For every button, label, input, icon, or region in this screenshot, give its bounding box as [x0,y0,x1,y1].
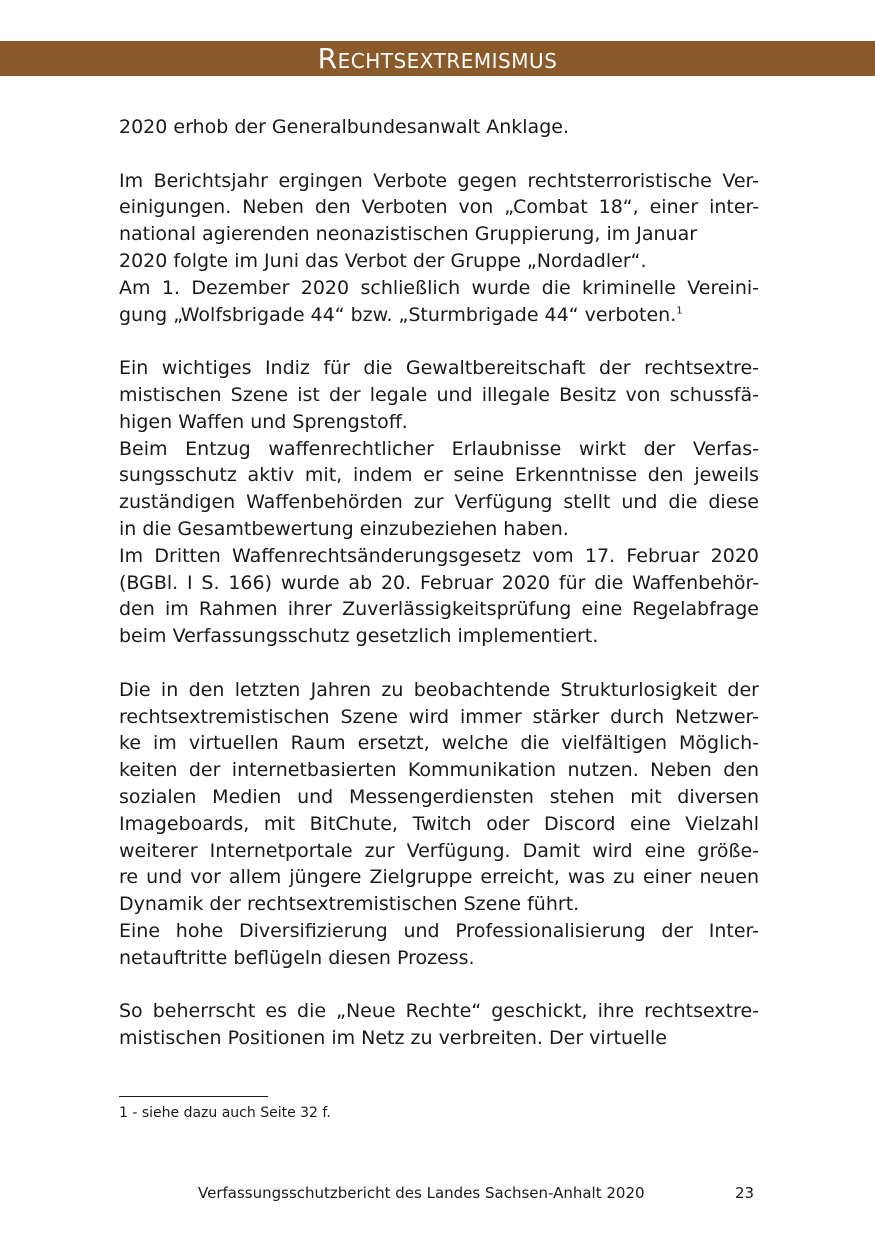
text-line: keiten der internetbasierten Kommunikation nutzen. Neben den [119,759,759,782]
text-line: higen Waffen und Sprengstoff. [119,410,408,433]
section-header-bar [0,41,875,76]
text-line: Die in den letzten Jahren zu beobachtende Strukturlosigkeit der [119,678,759,701]
paragraph [119,168,759,329]
text-line: netauftritte beflügeln diesen Prozess. [119,946,475,969]
text-line: mistischen Positionen im Netz zu verbreiten. Der virtuelle [119,1027,667,1050]
text-line: beim Verfassungsschutz gesetzlich implementiert. [119,625,599,648]
text-line: in die Gesamtbewertung einzubeziehen haben. [119,517,569,540]
paragraph [119,998,759,1052]
text-line-with-footnote [119,302,759,329]
text-line: Eine hohe Diversifizierung und Professionalisierung der Inter- [119,919,759,942]
body-text [119,114,759,1052]
paragraph [119,677,759,972]
text-line: Dynamik der rechtsextremistischen Szene führt. [119,893,580,916]
text-line: Am 1. Dezember 2020 schließlich wurde die kriminelle Vereini- [119,276,759,299]
text-line: mistischen Szene ist der legale und illegale Besitz von schussfä- [119,383,759,406]
text-line: den im Rahmen ihrer Zuverlässigkeitsprüfung eine Regelabfrage [119,598,759,621]
footer-publication-title: Verfassungsschutzbericht des Landes Sachsen-Anhalt 2020 [198,1184,645,1202]
text-line: ke im virtuellen Raum ersetzt, welche die vielfältigen Möglich- [119,732,759,755]
text-line: Im Dritten Waffenrechtsänderungsgesetz vom 17. Februar 2020 [119,544,759,567]
text-line: rechtsextremistischen Szene wird immer stärker durch Netzwer- [119,705,759,728]
text-line: (BGBl. I S. 166) wurde ab 20. Februar 2020 für die Waffenbehör- [119,571,759,594]
text-line: Imageboards, mit BitChute, Twitch oder Discord eine Vielzahl [119,812,759,835]
footnote: 1 - siehe dazu auch Seite 32 f. [119,1105,331,1121]
paragraph [119,355,759,650]
text-line: national agierenden neonazistischen Gruppierung, im Januar [119,223,698,246]
text-line: So beherrscht es die „Neue Rechte“ geschickt, ihre rechtsextre- [119,1000,759,1023]
footnote-divider [119,1096,268,1097]
footnote-reference[interactable]: 1 [676,305,683,317]
text-line: Ein wichtiges Indiz für die Gewaltbereitschaft der rechtsextre- [119,357,759,380]
text-line: sungsschutz aktiv mit, indem er seine Erkenntnisse den jeweils [119,464,759,487]
text-line: weiterer Internetportale zur Verfügung. Damit wird eine größe- [119,839,759,862]
text-line: zuständigen Waffenbehörden zur Verfügung stellt und die diese [119,491,759,514]
text-line: Beim Entzug waffenrechtlicher Erlaubnisse wirkt der Verfas- [119,437,759,460]
text-line: 2020 folgte im Juni das Verbot der Gruppe „Nordadler“. [119,249,647,272]
text-line: re und vor allem jüngere Zielgruppe erreicht, was zu einer neuen [119,866,759,889]
text-line: 2020 erhob der Generalbundesanwalt Anklage. [119,116,569,138]
text-line: Im Berichtsjahr ergingen Verbote gegen rechtsterroristische Ver- [119,169,759,192]
text-line: sozialen Medien und Messengerdiensten stehen mit diversen [119,785,759,808]
paragraph [119,114,759,141]
text-line: einigungen. Neben den Verboten von „Combat 18“, einer inter- [119,196,759,219]
page-number: 23 [735,1184,755,1202]
text-line: gung „Wolfsbrigade 44“ bzw. „Sturmbrigade 44“ verboten. [119,303,677,326]
section-title: Rechtsextremismus [317,42,558,75]
